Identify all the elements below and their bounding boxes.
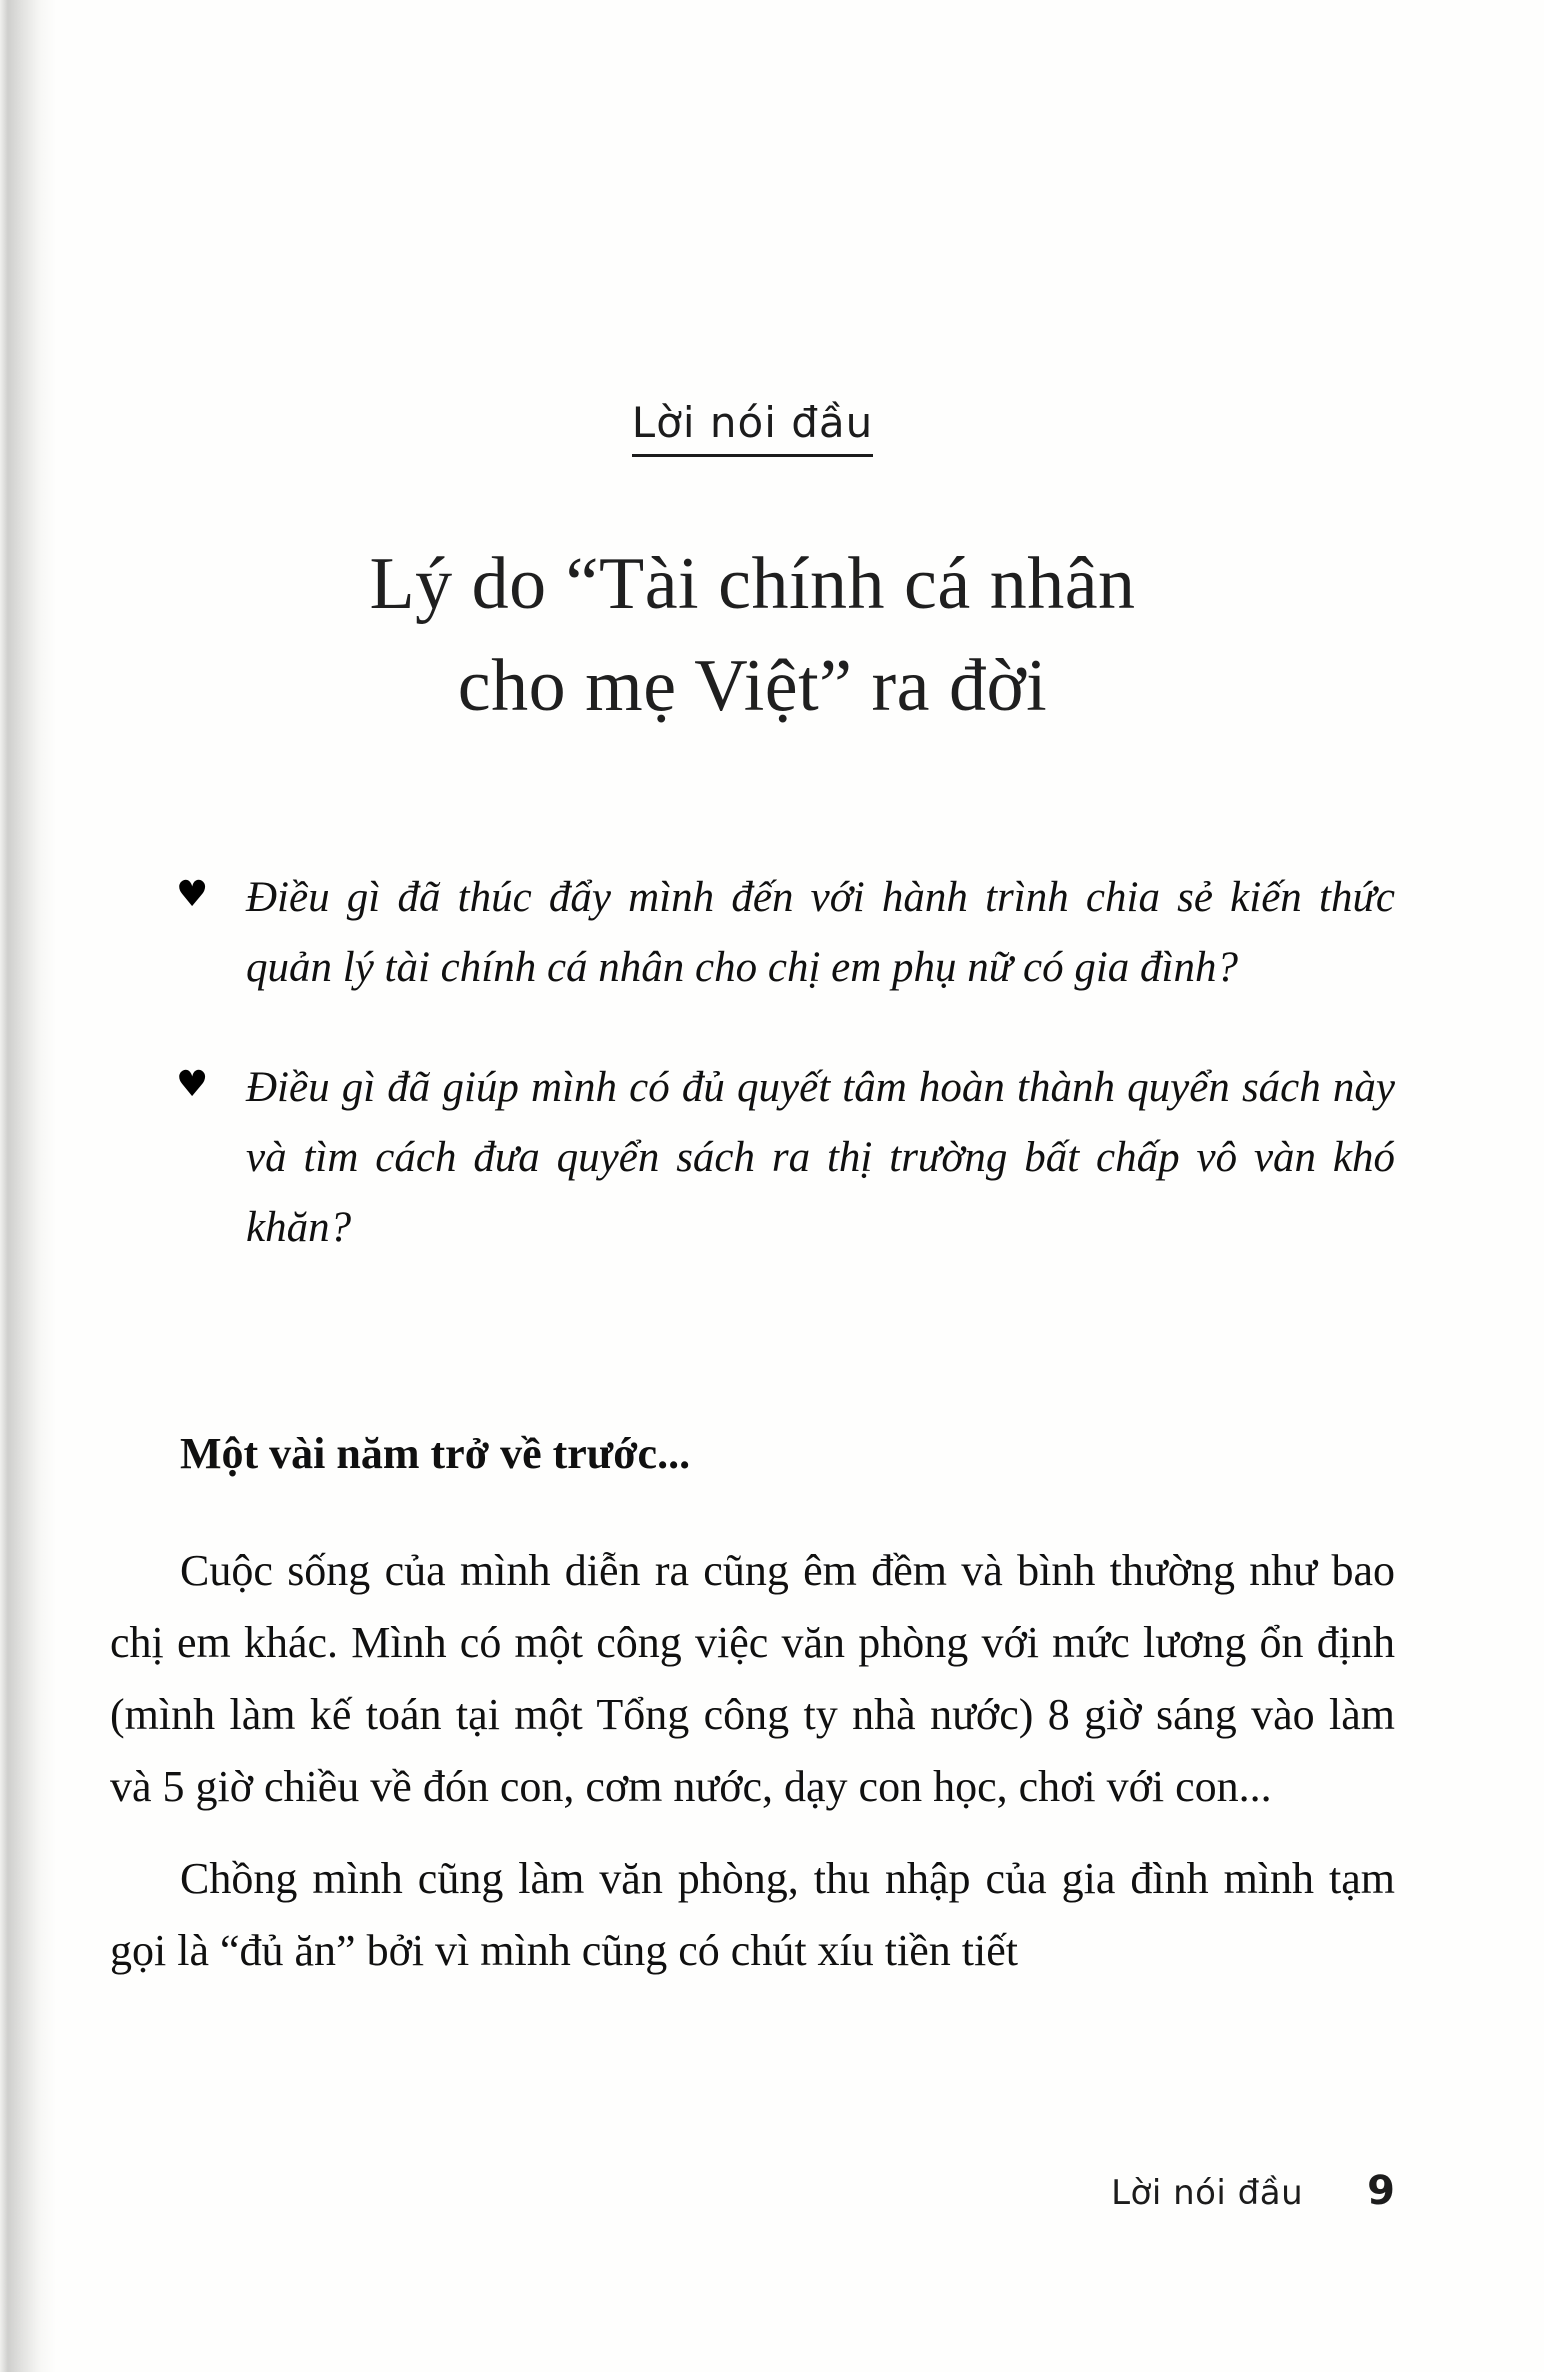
- title-line-1: Lý do “Tài chính cá nhân: [369, 543, 1136, 625]
- heart-icon: ♥: [176, 1064, 209, 1105]
- heart-icon: ♥: [176, 874, 209, 915]
- page-footer: [1111, 2168, 1395, 2214]
- body-text: [110, 1418, 1395, 1987]
- section-label-text: Lời nói đầu: [632, 398, 873, 457]
- lead-line: Một vài năm trở về trước...: [180, 1429, 691, 1478]
- page-edge-shadow: [0, 0, 56, 2372]
- list-item: [110, 1053, 1395, 1263]
- section-label: [110, 0, 1395, 447]
- footer-section-label: Lời nói đầu: [1111, 2173, 1304, 2213]
- paragraph: Chồng mình cũng làm văn phòng, thu nhập của gia đình mình tạm gọi là “đủ ăn” bởi vì mình cũng có chút xíu tiền tiết: [110, 1854, 1395, 1975]
- list-item: [110, 863, 1395, 1003]
- page-number: 9: [1367, 2168, 1395, 2214]
- page-title: [110, 533, 1395, 737]
- title-line-2: cho mẹ Việt” ra đời: [457, 645, 1048, 727]
- bullet-text: Điều gì đã thúc đẩy mình đến với hành trình chia sẻ kiến thức quản lý tài chính cá nhân cho chị em phụ nữ có gia đình?: [246, 874, 1395, 991]
- question-list: [110, 863, 1395, 1263]
- paragraph: Cuộc sống của mình diễn ra cũng êm đềm và bình thường như bao chị em khác. Mình có một công việc văn phòng với mức lương ổn định (mình làm kế toán tại một Tổng công ty nhà nước) 8 giờ sáng vào làm và 5 giờ chiều về đón con, cơm nước, dạy con học, chơi với con...: [110, 1546, 1395, 1811]
- bullet-text: Điều gì đã giúp mình có đủ quyết tâm hoàn thành quyển sách này và tìm cách đưa quyển sách ra thị trường bất chấp vô vàn khó khăn?: [246, 1064, 1395, 1251]
